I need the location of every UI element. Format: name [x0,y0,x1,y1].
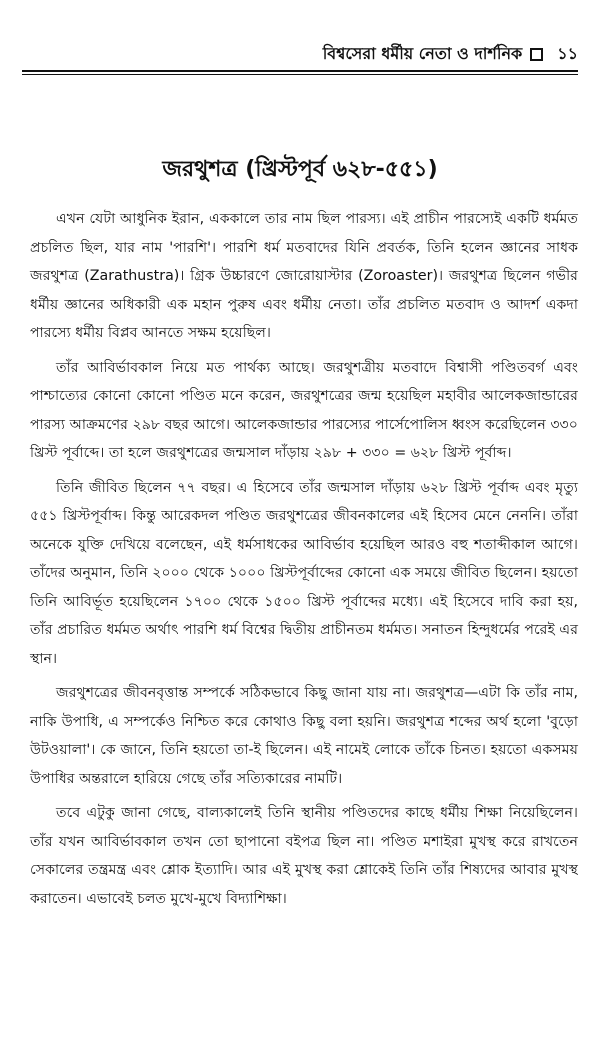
paragraph: তাঁর আবির্ভাবকাল নিয়ে মত পার্থক্য আছে। জরথুশত্রীয় মতবাদে বিশ্বাসী পণ্ডিতবর্গ এবং পাশ্চাত্যের কোনো কোনো পণ্ডিত মনে করেন, জরথুশত্রের জন্ম হয়েছিল মহাবীর আলেকজান্ডারের পারস্য আক্রমণের ২৯৮ বছর আগে। আলেকজান্ডার পারস্যের পার্সেপোলিস ধ্বংস করেছিলেন ৩৩০ খ্রিস্ট পূর্বাব্দে। তা হলে জরথুশত্রের জন্মসাল দাঁড়ায় ২৯৮ + ৩৩০ = ৬২৮ খ্রিস্ট পূর্বাব্দ। [30,359,578,461]
square-bullet-icon [530,48,543,61]
paragraph: তবে এটুকু জানা গেছে, বাল্যকালেই তিনি স্থানীয় পণ্ডিতদের কাছে ধর্মীয় শিক্ষা নিয়েছিলেন। তাঁর যখন আবির্ভাবকাল তখন তো ছাপানো বইপত্র ছিল না। পণ্ডিত মশাইরা মুখস্থ করে রাখতেন সেকালের তন্ত্রমন্ত্র এবং শ্লোক ইত্যাদি। আর এই মুখস্থ করা শ্লোকেই তিনি তাঁর শিষ্যদের আবার মুখস্থ করাতেন। এভাবেই চলত মুখে-মুখে বিদ্যাশিক্ষা। [30,805,578,907]
header-rule [22,70,578,72]
page-number: ১১ [557,43,578,63]
body-text [30,205,578,919]
running-title: বিশ্বসেরা ধর্মীয় নেতা ও দার্শনিক [322,43,523,63]
chapter-title: জরথুশত্র (খ্রিস্টপূর্ব ৬২৮-৫৫১) [162,157,438,182]
paragraph: জরথুশত্রের জীবনবৃত্তান্ত সম্পর্কে সঠিকভাবে কিছু জানা যায় না। জরথুশত্র—এটা কি তাঁর নাম, নাকি উপাধি, এ সম্পর্কেও নিশ্চিত করে কোথাও কিছু বলা হয়নি। জরথুশত্র শব্দের অর্থ হলো 'বুড়ো উটওয়ালা'। কে জানে, তিনি হয়তো তা-ই ছিলেন। এই নামেই লোকে তাঁকে চিনত। হয়তো একসময় উপাধির অন্তরালে হারিয়ে গেছে তাঁর সত্যিকারের নামটি। [30,685,578,787]
paragraph: তিনি জীবিত ছিলেন ৭৭ বছর। এ হিসেবে তাঁর জন্মসাল দাঁড়ায় ৬২৮ খ্রিস্ট পূর্বাব্দ এবং মৃত্যু ৫৫১ খ্রিস্টপূর্বাব্দ। কিন্তু আরেকদল পণ্ডিত জরথুশত্রের জীবনকালের এই হিসেব মেনে নেননি। তাঁরা অনেকে যুক্তি দেখিয়ে বলেছেন, এই ধর্মসাধকের আবির্ভাব হয়েছিল আরও বহু শতাব্দীকাল আগে। তাঁদের অনুমান, তিনি ২০০০ থেকে ১০০০ খ্রিস্টপূর্বাব্দের কোনো এক সময়ে জীবিত ছিলেন। হয়তো তিনি আবির্ভূত হয়েছিলেন ১৭০০ থেকে ১৫০০ খ্রিস্ট পূর্বাব্দের মধ্যে। এই হিসেবে দাবি করা হয়, তাঁর প্রচারিত ধর্মমত অর্থাৎ পারশি ধর্ম বিশ্বের দ্বিতীয় প্রাচীনতম ধর্মমত। সনাতন হিন্দুধর্মের পরেই এর স্থান। [30,479,578,667]
running-header [240,42,578,66]
paragraph: এখন যেটা আধুনিক ইরান, এককালে তার নাম ছিল পারস্য। এই প্রাচীন পারস্যেই একটি ধর্মমত প্রচলিত ছিল, যার নাম 'পারশি'। পারশি ধর্ম মতবাদের যিনি প্রবর্তক, তিনি হলেন জ্ঞানের সাধক জরথুশত্র (Zarathustra)। গ্রিক উচ্চারণে জোরোয়াস্টার (Zoroaster)। জরথুশত্র ছিলেন গভীর ধর্মীয় জ্ঞানের অধিকারী এক মহান পুরুষ এবং ধর্মীয় নেতা। তাঁর প্রচলিত মতবাদ ও আদর্শ একদা পারস্যে ধর্মীয় বিপ্লব আনতে সক্ষম হয়েছিল। [30,211,578,341]
header-rule-thin [22,74,578,75]
